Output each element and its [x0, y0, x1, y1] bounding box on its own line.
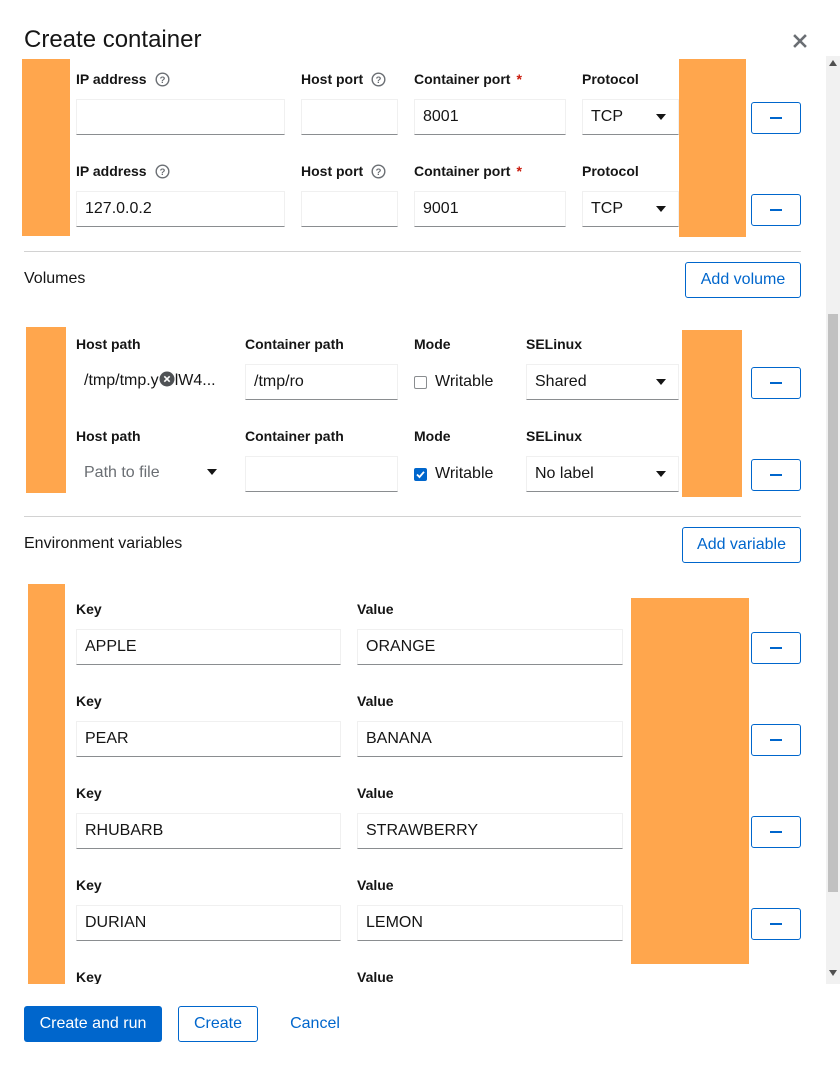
svg-text:?: ?: [159, 167, 165, 178]
redacted-block: [22, 59, 70, 236]
key-input[interactable]: PEAR: [76, 721, 341, 757]
host-path-label: Host path: [76, 336, 141, 352]
redacted-block: [26, 327, 66, 493]
help-icon[interactable]: [371, 164, 386, 184]
clear-icon[interactable]: [159, 365, 175, 401]
value-input[interactable]: ORANGE: [357, 629, 623, 665]
minus-icon: [770, 382, 782, 384]
key-input[interactable]: APPLE: [76, 629, 341, 665]
key-label: Key: [76, 601, 102, 617]
modal-body[interactable]: [0, 56, 840, 984]
protocol-label: Protocol: [582, 71, 639, 87]
writable-checkbox[interactable]: [414, 376, 427, 389]
host-port-input[interactable]: [301, 99, 398, 135]
writable-checkbox[interactable]: [414, 468, 427, 481]
checkmark-icon: [415, 469, 426, 480]
help-icon[interactable]: [371, 72, 386, 92]
value-label: Value: [357, 693, 394, 709]
add-variable-button[interactable]: Add variable: [682, 527, 801, 563]
remove-variable-button[interactable]: [751, 632, 801, 664]
caret-down-icon: [207, 469, 217, 475]
remove-variable-button[interactable]: [751, 908, 801, 940]
container-port-label: Container port *: [414, 163, 522, 179]
volumes-section-title: Volumes: [24, 270, 86, 287]
scrollbar[interactable]: [826, 56, 840, 984]
caret-down-icon: [656, 471, 666, 477]
minus-icon: [770, 923, 782, 925]
redacted-block: [679, 59, 746, 237]
container-path-input[interactable]: /tmp/ro: [245, 364, 398, 400]
container-path-input[interactable]: [245, 456, 398, 492]
selinux-select[interactable]: No label: [526, 456, 679, 492]
container-port-label: Container port *: [414, 71, 522, 87]
writable-label: Writable: [435, 373, 494, 390]
redacted-block: [28, 584, 65, 984]
modal-footer: [0, 984, 840, 1066]
host-port-input[interactable]: [301, 191, 398, 227]
scroll-up-icon[interactable]: [829, 60, 837, 66]
key-input[interactable]: RHUBARB: [76, 813, 341, 849]
required-marker: *: [516, 71, 522, 87]
protocol-select[interactable]: TCP: [582, 99, 679, 135]
value-input[interactable]: LEMON: [357, 905, 623, 941]
close-button[interactable]: [789, 30, 811, 52]
caret-down-icon: [656, 114, 666, 120]
value-label: Value: [357, 785, 394, 801]
key-label: Key: [76, 877, 102, 893]
modal-title: Create container: [24, 26, 202, 53]
ip-address-label: IP address ?: [76, 69, 170, 92]
remove-variable-button[interactable]: [751, 724, 801, 756]
remove-volume-button[interactable]: [751, 459, 801, 491]
minus-icon: [770, 739, 782, 741]
remove-volume-button[interactable]: [751, 367, 801, 399]
caret-down-icon: [656, 379, 666, 385]
writable-label: Writable: [435, 465, 494, 482]
value-input[interactable]: STRAWBERRY: [357, 813, 623, 849]
container-path-label: Container path: [245, 428, 344, 444]
help-icon[interactable]: [155, 72, 170, 92]
svg-text:?: ?: [159, 75, 165, 86]
scrollbar-thumb[interactable]: [828, 314, 838, 892]
scroll-down-icon[interactable]: [829, 970, 837, 976]
value-input[interactable]: BANANA: [357, 721, 623, 757]
env-section-title: Environment variables: [24, 535, 183, 552]
mode-label: Mode: [414, 428, 451, 444]
value-label: Value: [357, 969, 394, 984]
key-label: Key: [76, 785, 102, 801]
add-volume-button[interactable]: Add volume: [685, 262, 801, 298]
protocol-select[interactable]: TCP: [582, 191, 679, 227]
host-path-select[interactable]: Path to file: [76, 455, 229, 491]
minus-icon: [770, 647, 782, 649]
section-divider: [24, 251, 801, 252]
help-icon[interactable]: [155, 164, 170, 184]
selinux-label: SELinux: [526, 336, 583, 352]
host-path-label: Host path: [76, 428, 141, 444]
create-button[interactable]: Create: [178, 1006, 258, 1042]
required-marker: *: [516, 163, 522, 179]
protocol-label: Protocol: [582, 163, 639, 179]
minus-icon: [770, 831, 782, 833]
remove-port-button[interactable]: [751, 102, 801, 134]
value-label: Value: [357, 601, 394, 617]
svg-text:?: ?: [375, 167, 382, 178]
redacted-block: [682, 330, 742, 497]
host-port-label: Host port ?: [301, 69, 386, 92]
minus-icon: [770, 474, 782, 476]
minus-icon: [770, 209, 782, 211]
section-divider: [24, 516, 801, 517]
create-and-run-button[interactable]: Create and run: [24, 1006, 162, 1042]
ip-address-input[interactable]: [76, 99, 285, 135]
close-icon: [789, 30, 811, 52]
remove-variable-button[interactable]: [751, 816, 801, 848]
container-port-input[interactable]: 9001: [414, 191, 566, 227]
caret-down-icon: [656, 206, 666, 212]
key-input[interactable]: DURIAN: [76, 905, 341, 941]
minus-icon: [770, 117, 782, 119]
remove-port-button[interactable]: [751, 194, 801, 226]
ip-address-input[interactable]: 127.0.0.2: [76, 191, 285, 227]
key-label: Key: [76, 693, 102, 709]
mode-label: Mode: [414, 336, 451, 352]
ip-address-label: IP address ?: [76, 161, 170, 184]
container-path-label: Container path: [245, 336, 344, 352]
host-port-label: Host port ?: [301, 161, 386, 184]
redacted-block: [631, 598, 749, 964]
value-label: Value: [357, 877, 394, 893]
selinux-select[interactable]: Shared: [526, 364, 679, 400]
selinux-label: SELinux: [526, 428, 583, 444]
container-port-input[interactable]: 8001: [414, 99, 566, 135]
host-path-input[interactable]: /tmp/tmp.y lW4...: [76, 363, 229, 399]
cancel-button[interactable]: Cancel: [274, 1006, 356, 1042]
key-label: Key: [76, 969, 102, 984]
svg-text:?: ?: [375, 75, 382, 86]
